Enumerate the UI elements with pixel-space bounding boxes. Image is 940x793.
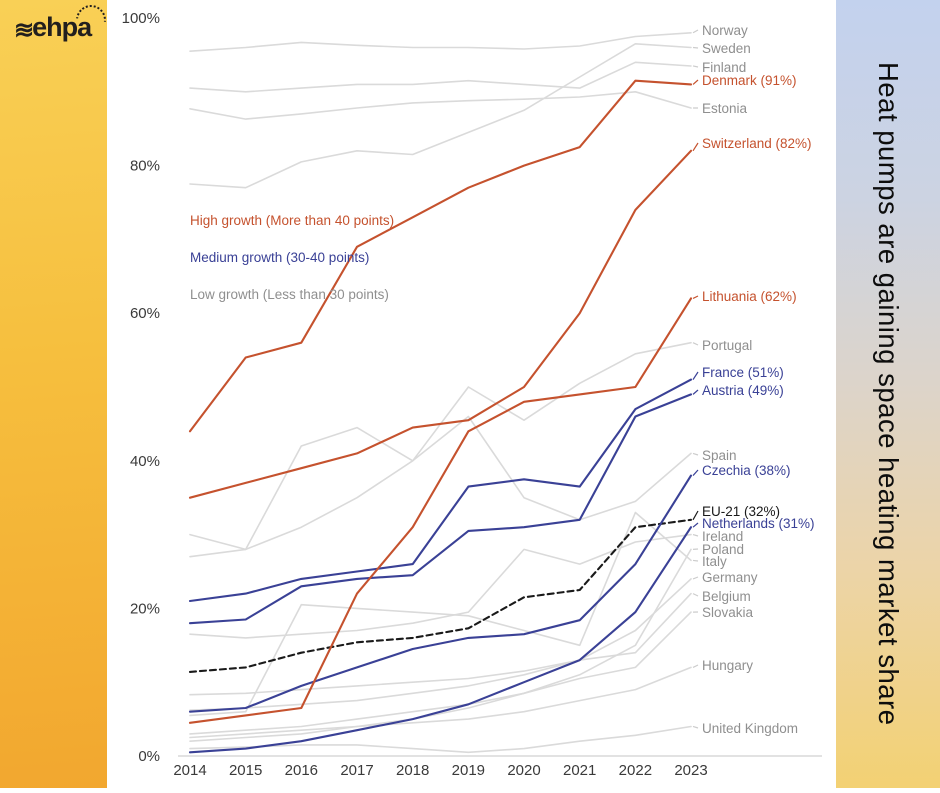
logo-wave-icon: ≋ [14,17,32,44]
label-slovakia: Slovakia [702,605,754,620]
y-axis-tick-label: 20% [130,600,160,617]
label-leader-portugal [693,343,698,345]
x-axis-year-label: 2017 [340,762,373,779]
line-finland [190,62,691,92]
x-axis-year-label: 2023 [674,762,707,779]
label-spain: Spain [702,448,737,463]
y-axis-tick-label: 0% [138,748,160,765]
label-leader-spain [693,453,698,455]
label-hungary: Hungary [702,658,753,673]
logo-wordmark: ehpa [32,12,91,42]
label-leader-finland [693,66,698,67]
label-finland: Finland [702,60,746,75]
label-leader-united-kingdom [693,726,698,728]
label-estonia: Estonia [702,101,748,116]
label-lithuania: Lithuania (62%) [702,289,797,304]
x-axis-year-label: 2016 [285,762,318,779]
x-axis-year-label: 2022 [619,762,652,779]
line-italy [190,513,691,716]
label-leader-netherlands [693,523,698,527]
x-axis-year-label: 2018 [396,762,429,779]
x-axis-year-label: 2021 [563,762,596,779]
label-italy: Italy [702,554,727,569]
label-leader-austria [693,390,698,394]
line-france [190,380,691,601]
label-leader-lithuania [693,296,698,298]
y-axis-tick-label: 80% [130,158,160,175]
poster-title-text: Heat pumps are gaining space heating market share [872,62,904,726]
label-sweden: Sweden [702,41,751,56]
label-leader-denmark [693,80,698,84]
label-leader-belgium [693,594,698,596]
label-ireland: Ireland [702,529,743,544]
label-poland: Poland [702,542,744,557]
label-austria: Austria (49%) [702,383,784,398]
line-hungary [190,667,691,737]
label-eu-21: EU-21 (32%) [702,504,780,519]
label-leader-eu-21 [693,511,698,520]
x-axis-year-label: 2020 [507,762,540,779]
legend-high-growth: High growth (More than 40 points) [190,213,394,228]
y-axis-tick-label: 60% [130,305,160,322]
legend-medium-growth: Medium growth (30-40 points) [190,250,369,265]
line-lithuania [190,298,691,722]
label-switzerland: Switzerland (82%) [702,136,812,151]
x-axis-year-label: 2019 [452,762,485,779]
label-leader-france [693,372,698,380]
label-portugal: Portugal [702,338,752,353]
label-france: France (51%) [702,365,784,380]
label-united-kingdom: United Kingdom [702,721,798,736]
legend-low-growth: Low growth (Less than 30 points) [190,287,389,302]
label-belgium: Belgium [702,589,751,604]
x-axis-year-label: 2014 [173,762,206,779]
label-netherlands: Netherlands (31%) [702,516,815,531]
label-leader-norway [693,30,698,33]
line-eu-21 [190,520,691,672]
line-germany [190,579,691,710]
line-united-kingdom [190,727,691,753]
label-leader-switzerland [693,143,698,151]
label-norway: Norway [702,23,748,38]
line-norway [190,33,691,51]
x-axis-year-label: 2015 [229,762,262,779]
poster-title [836,0,940,788]
y-axis-tick-label: 100% [122,10,160,27]
label-leader-italy [693,560,698,561]
line-sweden [190,44,691,188]
label-leader-hungary [693,665,698,667]
label-germany: Germany [702,570,758,585]
y-axis-tick-label: 40% [130,453,160,470]
label-leader-germany [693,577,698,579]
line-czechia [190,476,691,712]
label-leader-ireland [693,535,698,536]
label-leader-czechia [693,470,698,476]
label-denmark: Denmark (91%) [702,73,797,88]
label-czechia: Czechia (38%) [702,463,791,478]
